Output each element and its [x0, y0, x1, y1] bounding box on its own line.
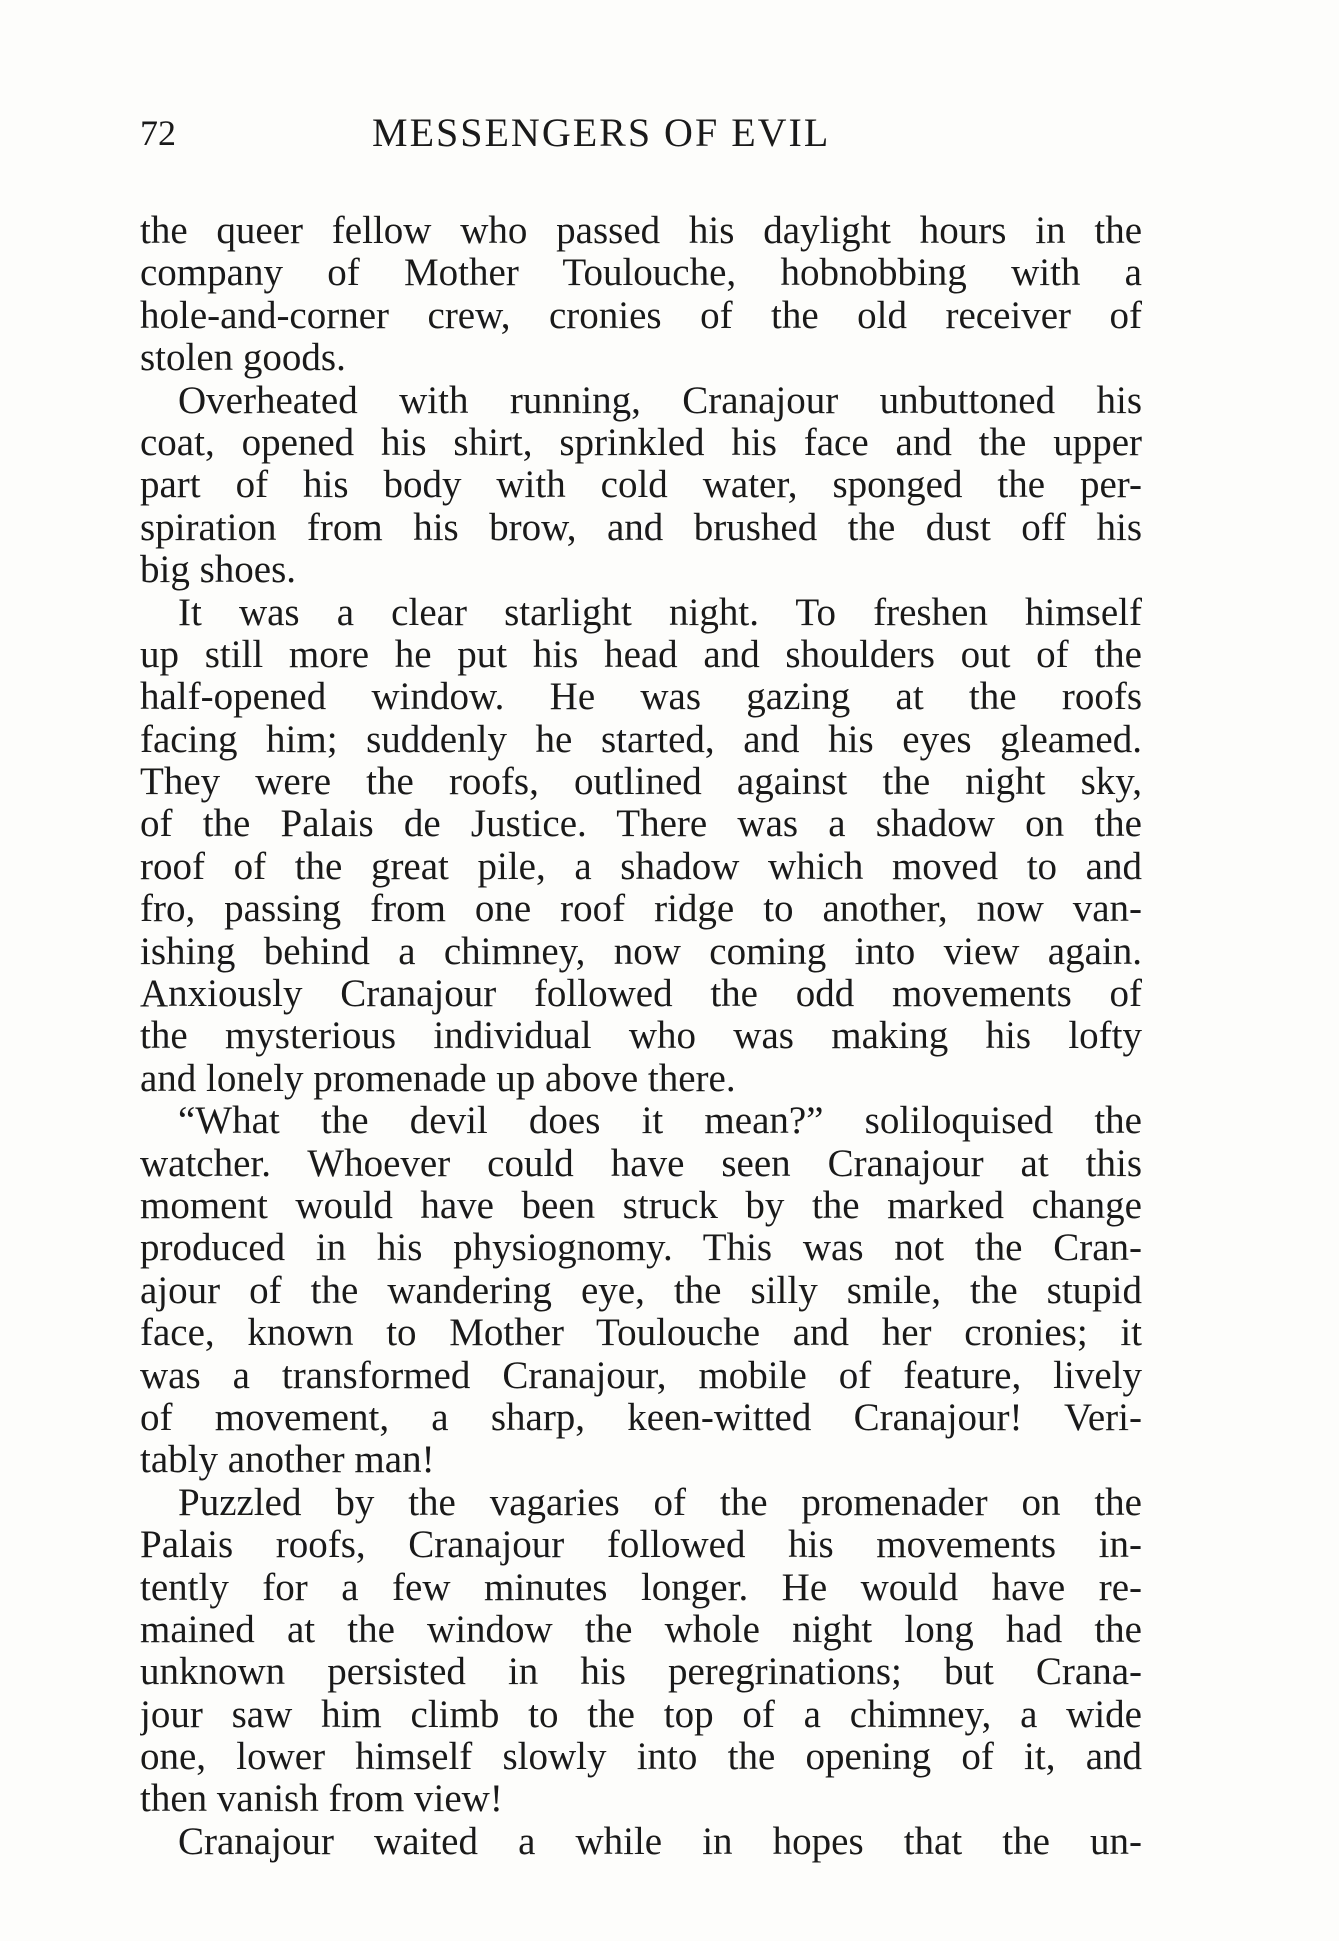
- text-line: half-opened window. He was gazing at the roofs: [140, 676, 1142, 719]
- text-line: It was a clear starlight night. To freshen himself: [178, 591, 1142, 634]
- text-line: of the Palais de Justice. There was a shadow on the: [140, 803, 1142, 846]
- text-line: “What the devil does it mean?” soliloquised the: [178, 1100, 1142, 1143]
- text-line: the mysterious individual who was making his lofty: [140, 1015, 1142, 1058]
- text-line: hole-and-corner crew, cronies of the old receiver of: [140, 294, 1142, 337]
- text-line: was a transformed Cranajour, mobile of feature, lively: [140, 1354, 1142, 1397]
- text-line: Cranajour waited a while in hopes that the un-: [178, 1820, 1142, 1863]
- text-line: mained at the window the whole night long had the: [140, 1608, 1142, 1651]
- running-head: [140, 108, 1140, 158]
- text-line: one, lower himself slowly into the opening of it, and: [140, 1736, 1142, 1779]
- running-title: MESSENGERS OF EVIL: [372, 110, 831, 155]
- text-line: unknown persisted in his peregrinations; but Crana-: [140, 1651, 1142, 1694]
- text-line: the queer fellow who passed his daylight hours in the: [140, 210, 1142, 252]
- text-line: Overheated with running, Cranajour unbuttoned his: [178, 379, 1142, 422]
- text-line: produced in his physiognomy. This was not the Cran-: [140, 1227, 1142, 1270]
- text-line: Anxiously Cranajour followed the odd movements of: [140, 973, 1142, 1016]
- text-line: face, known to Mother Toulouche and her cronies; it: [140, 1312, 1142, 1355]
- text-line: Palais roofs, Cranajour followed his movements in-: [140, 1524, 1142, 1567]
- text-line: jour saw him climb to the top of a chimney, a wide: [140, 1693, 1142, 1736]
- page-number: 72: [140, 113, 176, 153]
- text-line: watcher. Whoever could have seen Cranajour at this: [140, 1142, 1142, 1185]
- text-line: Puzzled by the vagaries of the promenader on the: [178, 1481, 1142, 1524]
- text-line: part of his body with cold water, sponged the per-: [140, 464, 1142, 507]
- text-line: and lonely promenade up above there.: [140, 1057, 736, 1100]
- text-line: tably another man!: [140, 1439, 435, 1482]
- text-line: tently for a few minutes longer. He would have re-: [140, 1566, 1142, 1609]
- text-line: of movement, a sharp, keen-witted Cranajour! Veri-: [140, 1396, 1142, 1439]
- body-text: [140, 210, 1142, 1863]
- text-line: coat, opened his shirt, sprinkled his face and the upper: [140, 421, 1142, 464]
- text-line: facing him; suddenly he started, and his eyes gleamed.: [140, 718, 1142, 761]
- text-line: up still more he put his head and shoulders out of the: [140, 633, 1142, 676]
- text-line: ishing behind a chimney, now coming into view again.: [140, 930, 1142, 973]
- text-line: fro, passing from one roof ridge to another, now van-: [140, 888, 1142, 931]
- text-line: moment would have been struck by the marked change: [140, 1184, 1142, 1227]
- text-line: They were the roofs, outlined against the night sky,: [140, 761, 1142, 804]
- text-line: company of Mother Toulouche, hobnobbing with a: [140, 252, 1142, 295]
- text-line: then vanish from view!: [140, 1778, 503, 1821]
- text-line: stolen goods.: [140, 337, 346, 380]
- text-line: ajour of the wandering eye, the silly smile, the stupid: [140, 1269, 1142, 1312]
- text-line: roof of the great pile, a shadow which moved to and: [140, 845, 1142, 888]
- text-line: big shoes.: [140, 549, 296, 592]
- text-line: spiration from his brow, and brushed the dust off his: [140, 506, 1142, 549]
